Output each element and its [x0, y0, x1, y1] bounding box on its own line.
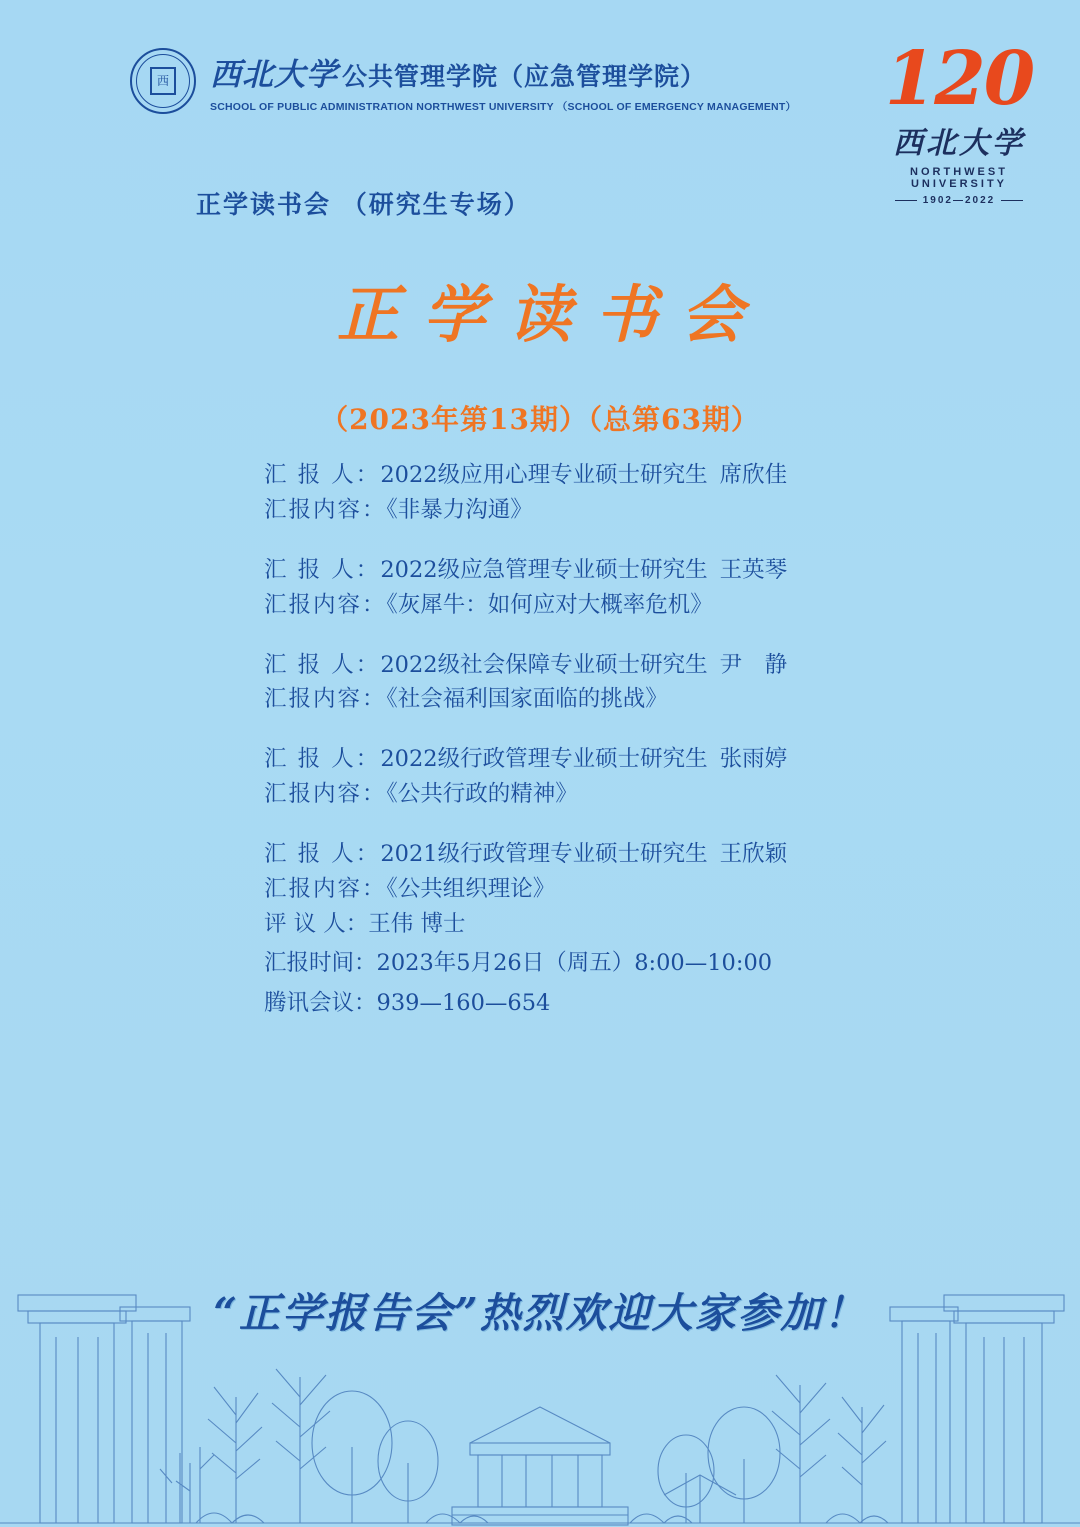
reporter-label: 汇 报 人：: [264, 746, 381, 773]
event-details: [264, 905, 944, 1023]
reporter-line: [264, 648, 904, 683]
content-label: 汇报内容：: [264, 875, 387, 902]
anniversary-name-en: NORTHWEST UNIVERSITY: [910, 166, 1008, 191]
reporter-label: 汇 报 人：: [264, 651, 381, 678]
anniversary-years: 1902—2022: [874, 195, 1044, 206]
reporter-name: 王英琴: [719, 556, 788, 583]
university-name-brush: 西北大学: [210, 56, 338, 93]
content-line: [264, 682, 904, 717]
reporter-line: [264, 458, 904, 493]
time-line: 汇报时间：2023年5月26日（周五）8:00—10:00: [264, 950, 773, 977]
entry-list: [264, 458, 904, 932]
reporter-info: 2022级应用心理专业硕士研究生: [380, 462, 708, 488]
reporter-label: 汇 报 人：: [264, 556, 381, 583]
content-label: 汇报内容：: [264, 781, 387, 808]
series-label: 正学读书会 （研究生专场）: [196, 190, 531, 219]
content-label: 汇报内容：: [264, 496, 387, 523]
content-title: 《公共组织理论》: [386, 875, 556, 902]
school-logo-block: [130, 48, 796, 114]
school-name-cn: [210, 49, 796, 94]
content-title: 《灰犀牛：如何应对大概率危机》: [386, 591, 713, 618]
issue-number: （2023年第13期）（总第63期）: [320, 403, 760, 436]
reporter-label: 汇 报 人：: [264, 462, 381, 488]
content-line: [264, 872, 904, 907]
commentator-line: 评 议 人：王伟 博士: [264, 911, 466, 937]
anniversary-emblem: [874, 36, 1044, 207]
page-title: 正学读书会: [336, 278, 767, 351]
reporter-info: 2022级行政管理专业硕士研究生: [380, 746, 708, 773]
reporter-line: [264, 553, 904, 588]
reporter-name: 席欣佳: [719, 462, 788, 488]
school-name-en: SCHOOL OF PUBLIC ADMINISTRATION NORTHWEST UNIVERSITY （SCHOOL OF EMERGENCY MANAGEMENT）: [210, 100, 797, 113]
content-title: 《社会福利国家面临的挑战》: [386, 686, 668, 713]
anniversary-name-cn: 西北大学: [893, 126, 1025, 162]
reporter-label: 汇 报 人：: [264, 841, 381, 867]
reporter-info: 2022级应急管理专业硕士研究生: [380, 556, 708, 583]
school-unit-name: 公共管理学院（应急管理学院）: [342, 61, 707, 91]
meeting-line: 腾讯会议：939—160—654: [264, 989, 551, 1016]
list-item: [264, 742, 904, 812]
content-line: [264, 588, 904, 623]
list-item: [264, 837, 904, 907]
reporter-name: 尹 静: [719, 651, 788, 678]
list-item: [264, 553, 904, 623]
university-seal-icon: [130, 48, 196, 114]
slogan-text: “正学报告会”热烈欢迎大家参加！: [213, 1289, 867, 1337]
reporter-info: 2022级社会保障专业硕士研究生: [380, 651, 708, 678]
content-title: 《非暴力沟通》: [386, 496, 533, 523]
list-item: [264, 458, 904, 528]
reporter-name: 王欣颖: [719, 841, 788, 867]
seal-inner-glyph: 西: [150, 67, 176, 95]
anniversary-number: 120: [884, 36, 1034, 122]
reporter-info: 2021级行政管理专业硕士研究生: [380, 841, 708, 867]
reporter-line: [264, 742, 904, 777]
content-line: [264, 493, 904, 528]
reporter-line: [264, 837, 904, 872]
list-item: [264, 648, 904, 718]
content-label: 汇报内容：: [264, 591, 387, 618]
content-title: 《公共行政的精神》: [386, 781, 578, 808]
reporter-name: 张雨婷: [719, 746, 788, 773]
content-line: [264, 777, 904, 812]
content-label: 汇报内容：: [264, 686, 387, 713]
school-name-block: [210, 49, 796, 114]
